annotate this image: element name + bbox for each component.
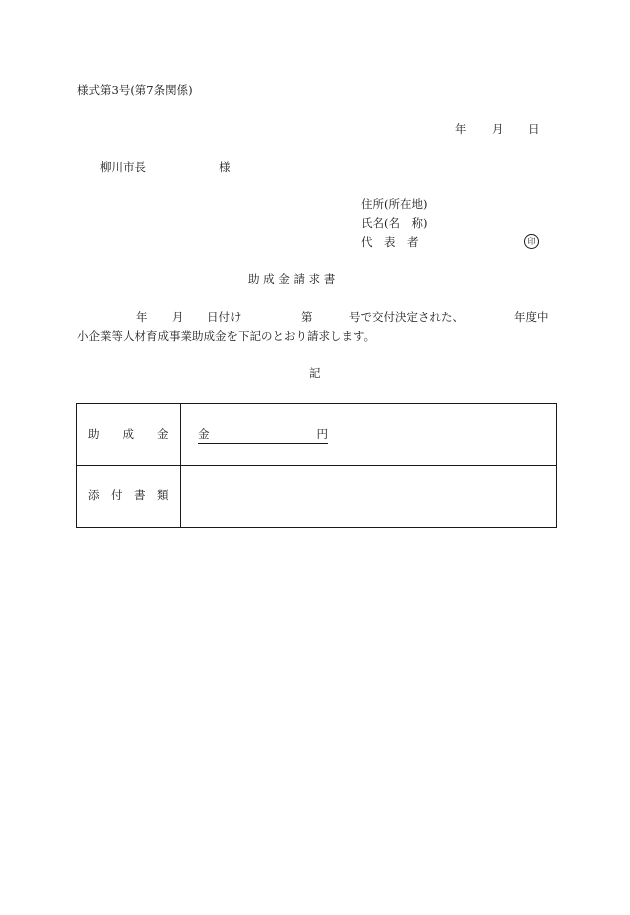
date-month: 月 [492, 122, 504, 136]
document-title: 助 成 金 請 求 書 [248, 272, 336, 286]
applicant-address-label: 住所(所在地) [361, 197, 428, 211]
addressee-name: 柳川市長 [100, 160, 146, 174]
amount-prefix: 金 [198, 427, 210, 441]
date-year: 年 [455, 122, 467, 136]
grant-amount-field[interactable] [198, 429, 328, 444]
body-line-1 [0, 312, 630, 326]
date-day: 日 [528, 122, 540, 136]
amount-suffix: 円 [316, 427, 328, 441]
addressee-title: 様 [219, 160, 231, 174]
table-row-divider [77, 465, 556, 466]
body-number-suffix: 号で交付決定された、 [349, 310, 464, 324]
body-day: 日付け [207, 310, 242, 324]
seal-icon: 印 [524, 234, 539, 249]
grant-table [76, 403, 557, 528]
applicant-name-label: 氏名(名 称) [361, 216, 428, 230]
body-line-2: 小企業等人材育成事業助成金を下記のとおり請求します。 [77, 329, 376, 343]
body-month: 月 [172, 310, 184, 324]
form-number: 様式第3号(第7条関係) [77, 83, 193, 97]
grant-amount-label: 助 成 金 [88, 427, 169, 441]
attachments-label: 添 付 書 類 [88, 488, 169, 502]
body-year: 年 [136, 310, 148, 324]
ki-mark: 記 [309, 366, 321, 380]
body-number-prefix: 第 [301, 310, 313, 324]
applicant-representative-label: 代 表 者 [361, 235, 419, 249]
body-fiscal-year: 年度中 [514, 310, 549, 324]
